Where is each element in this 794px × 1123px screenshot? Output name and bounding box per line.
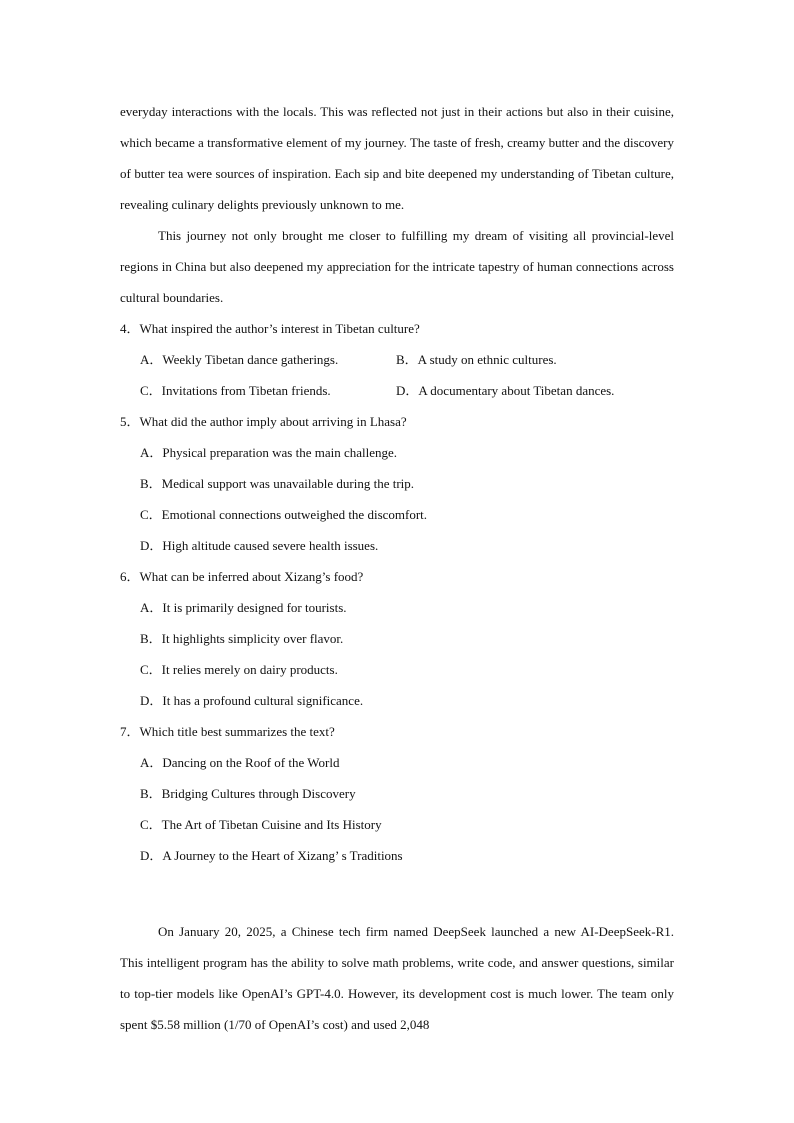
option-d: D．High altitude caused severe health issues.: [140, 538, 379, 553]
question-5: [120, 406, 674, 561]
option-a: A．Dancing on the Roof of the World: [140, 755, 340, 770]
option-b: B．Medical support was unavailable during the trip.: [140, 476, 415, 491]
question-stem: 5．What did the author imply about arriving in Lhasa?: [120, 414, 407, 429]
option-a: A．Weekly Tibetan dance gatherings.: [140, 352, 339, 367]
option-row: [120, 375, 674, 406]
document-page: [120, 96, 674, 1040]
option-b: B．Bridging Cultures through Discovery: [140, 786, 356, 801]
question-7: [120, 716, 674, 871]
section-gap: [120, 871, 674, 902]
option-b: B．It highlights simplicity over flavor.: [140, 631, 344, 646]
passage-paragraph: This journey not only brought me closer to fulfilling my dream of visiting all provincial-level regions in China but also deepened my appreciation for the intricate tapestry of human connections across cultural boundaries.: [120, 228, 674, 305]
option-c: C．It relies merely on dairy products.: [140, 662, 338, 677]
option-d: D．A Journey to the Heart of Xizang’ s Traditions: [140, 848, 403, 863]
option-c: C．Invitations from Tibetan friends.: [140, 383, 331, 398]
question-stem: 6．What can be inferred about Xizang’s food?: [120, 569, 364, 584]
question-6: [120, 561, 674, 716]
option-row: [120, 344, 674, 375]
question-stem: 7．Which title best summarizes the text?: [120, 724, 335, 739]
option-a: A．Physical preparation was the main challenge.: [140, 445, 398, 460]
option-a: A．It is primarily designed for tourists.: [140, 600, 347, 615]
passage-paragraph: everyday interactions with the locals. This was reflected not just in their actions but also in their cuisine, which became a transformative element of my journey. The taste of fresh, creamy butter and the discovery of butter tea were sources of inspiration. Each sip and bite deepened my understanding of Tibetan culture, revealing culinary delights previously unknown to me.: [120, 104, 674, 212]
next-passage-paragraph: On January 20, 2025, a Chinese tech firm named DeepSeek launched a new AI-DeepSeek-R1. This intelligent program has the ability to solve math problems, write code, and answer questions, similar to top-tier models like OpenAI’s GPT-4.0. However, its development cost is much lower. The team only spent $5.58 million (1/70 of OpenAI’s cost) and used 2,048: [120, 924, 674, 1032]
option-d: D．It has a profound cultural significance.: [140, 693, 364, 708]
question-4: [120, 313, 674, 406]
question-stem: 4．What inspired the author’s interest in Tibetan culture?: [120, 321, 420, 336]
option-d: D．A documentary about Tibetan dances.: [396, 383, 615, 398]
option-c: C．Emotional connections outweighed the discomfort.: [140, 507, 428, 522]
section-gap: [120, 902, 674, 916]
option-b: B．A study on ethnic cultures.: [396, 352, 557, 367]
option-c: C．The Art of Tibetan Cuisine and Its History: [140, 817, 382, 832]
